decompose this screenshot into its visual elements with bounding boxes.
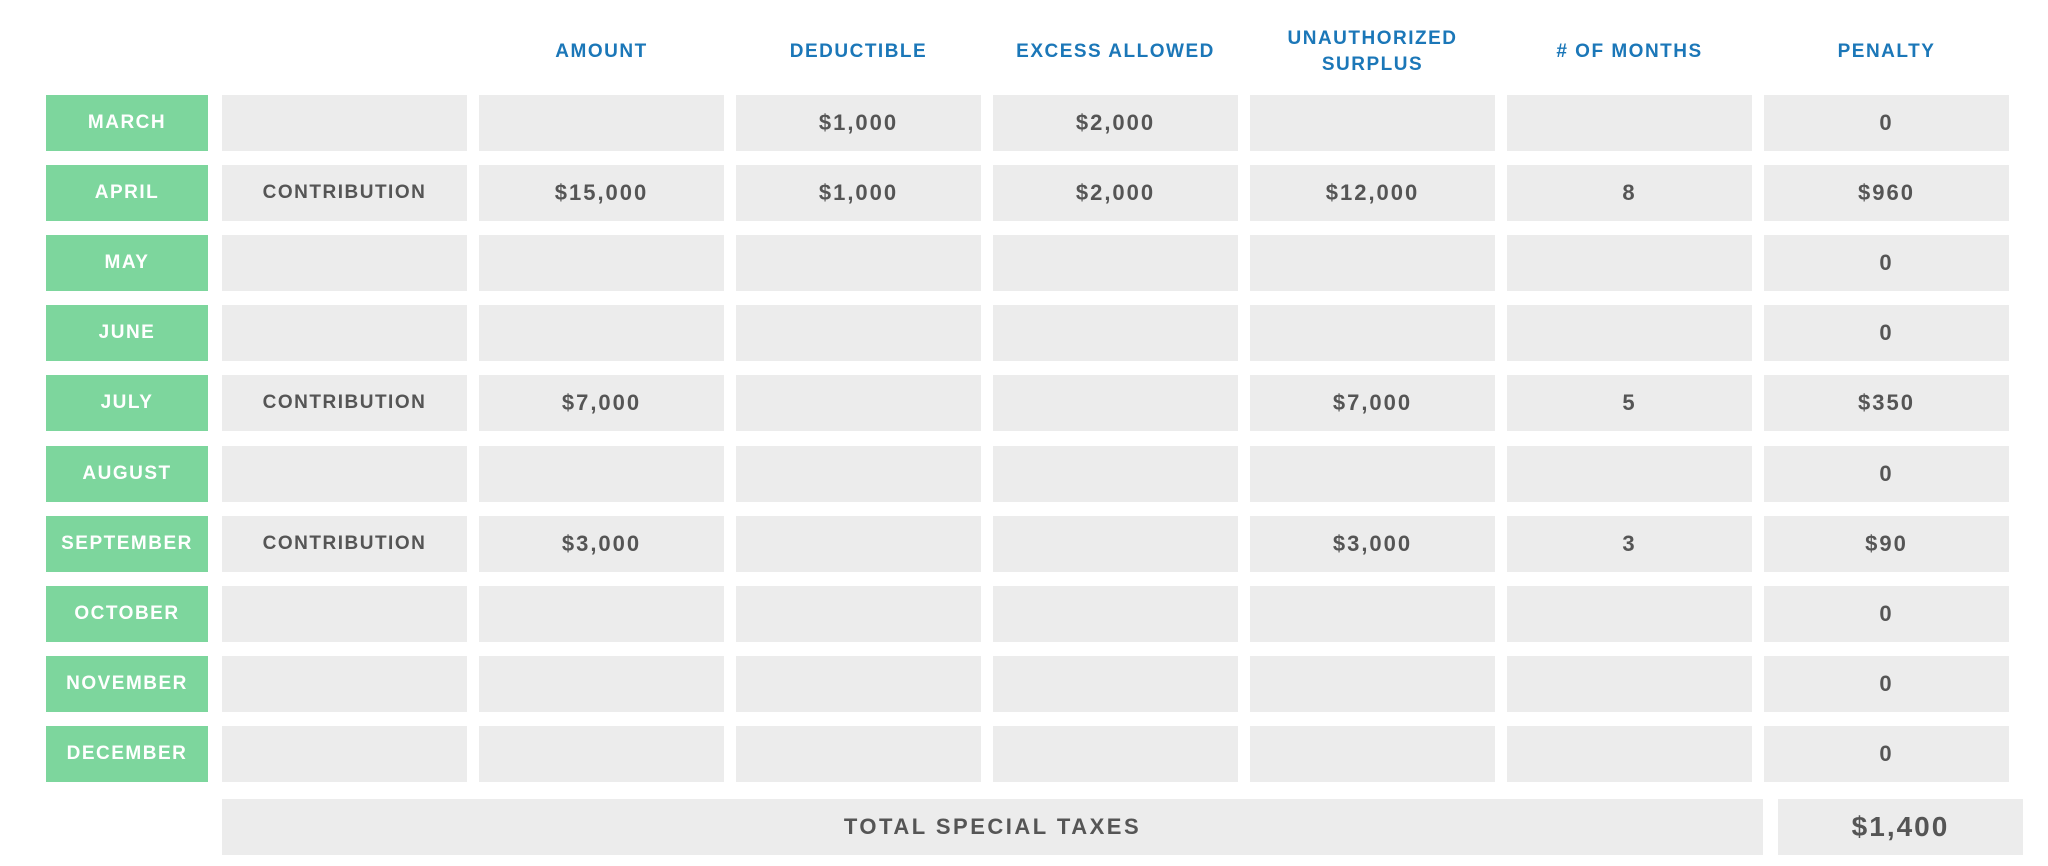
excess-allowed-cell xyxy=(993,726,1238,782)
excess-allowed-cell xyxy=(993,305,1238,361)
amount-cell xyxy=(479,95,724,151)
excess-allowed-cell xyxy=(993,446,1238,502)
type-cell: CONTRIBUTION xyxy=(222,516,467,572)
table-row xyxy=(0,586,2048,642)
total-value: $1,400 xyxy=(1778,799,2023,855)
header-amount: AMOUNT xyxy=(555,41,648,62)
type-cell xyxy=(222,726,467,782)
month-label: DECEMBER xyxy=(46,726,208,782)
surplus-cell xyxy=(1250,586,1495,642)
excess-allowed-cell xyxy=(993,516,1238,572)
penalty-cell: $350 xyxy=(1764,375,2009,431)
month-label: MAY xyxy=(46,235,208,291)
months-cell xyxy=(1507,586,1752,642)
amount-cell: $3,000 xyxy=(479,516,724,572)
months-cell xyxy=(1507,235,1752,291)
penalty-cell: 0 xyxy=(1764,446,2009,502)
excess-allowed-cell: $2,000 xyxy=(993,165,1238,221)
table-row xyxy=(0,165,2048,221)
months-cell: 3 xyxy=(1507,516,1752,572)
penalty-cell: 0 xyxy=(1764,586,2009,642)
type-cell xyxy=(222,235,467,291)
penalty-cell: 0 xyxy=(1764,656,2009,712)
surplus-cell: $3,000 xyxy=(1250,516,1495,572)
type-cell xyxy=(222,95,467,151)
penalty-cell: 0 xyxy=(1764,95,2009,151)
table-row xyxy=(0,726,2048,782)
surplus-cell xyxy=(1250,446,1495,502)
deductible-cell xyxy=(736,516,981,572)
amount-cell xyxy=(479,235,724,291)
header-deductible: DEDUCTIBLE xyxy=(789,41,928,62)
surplus-cell xyxy=(1250,95,1495,151)
month-label: JUNE xyxy=(46,305,208,361)
amount-cell: $7,000 xyxy=(479,375,724,431)
amount-cell xyxy=(479,305,724,361)
table-row xyxy=(0,305,2048,361)
table-row xyxy=(0,235,2048,291)
amount-cell xyxy=(479,446,724,502)
deductible-cell xyxy=(736,305,981,361)
deductible-cell xyxy=(736,375,981,431)
type-cell: CONTRIBUTION xyxy=(222,375,467,431)
months-cell xyxy=(1507,305,1752,361)
table-row xyxy=(0,95,2048,151)
type-cell: CONTRIBUTION xyxy=(222,165,467,221)
month-label: APRIL xyxy=(46,165,208,221)
excess-allowed-cell xyxy=(993,656,1238,712)
penalty-cell: $960 xyxy=(1764,165,2009,221)
table-row xyxy=(0,656,2048,712)
header-months: # OF MONTHS xyxy=(1556,41,1703,62)
table-row xyxy=(0,446,2048,502)
penalty-cell: 0 xyxy=(1764,305,2009,361)
amount-cell xyxy=(479,586,724,642)
surplus-cell: $7,000 xyxy=(1250,375,1495,431)
amount-cell xyxy=(479,656,724,712)
months-cell: 5 xyxy=(1507,375,1752,431)
amount-cell: $15,000 xyxy=(479,165,724,221)
header-unauthorized-surplus: UNAUTHORIZED SURPLUS xyxy=(1287,28,1458,75)
penalty-cell: 0 xyxy=(1764,235,2009,291)
excess-allowed-cell: $2,000 xyxy=(993,95,1238,151)
surplus-cell xyxy=(1250,726,1495,782)
deductible-cell: $1,000 xyxy=(736,95,981,151)
month-label: OCTOBER xyxy=(46,586,208,642)
months-cell xyxy=(1507,726,1752,782)
type-cell xyxy=(222,586,467,642)
month-label: NOVEMBER xyxy=(46,656,208,712)
total-label: TOTAL SPECIAL TAXES xyxy=(222,799,1763,855)
type-cell xyxy=(222,446,467,502)
excess-allowed-cell xyxy=(993,586,1238,642)
total-row xyxy=(0,799,2048,855)
deductible-cell xyxy=(736,656,981,712)
months-cell xyxy=(1507,446,1752,502)
month-label: AUGUST xyxy=(46,446,208,502)
surplus-cell xyxy=(1250,656,1495,712)
surplus-cell xyxy=(1250,235,1495,291)
table-row xyxy=(0,516,2048,572)
penalty-cell: $90 xyxy=(1764,516,2009,572)
surplus-cell: $12,000 xyxy=(1250,165,1495,221)
excess-allowed-cell xyxy=(993,375,1238,431)
header-excess-allowed: EXCESS ALLOWED xyxy=(1016,41,1215,62)
type-cell xyxy=(222,305,467,361)
months-cell: 8 xyxy=(1507,165,1752,221)
deductible-cell xyxy=(736,586,981,642)
deductible-cell xyxy=(736,726,981,782)
deductible-cell xyxy=(736,446,981,502)
deductible-cell xyxy=(736,235,981,291)
months-cell xyxy=(1507,95,1752,151)
month-label: MARCH xyxy=(46,95,208,151)
header-penalty: PENALTY xyxy=(1837,41,1936,62)
penalty-cell: 0 xyxy=(1764,726,2009,782)
month-label: SEPTEMBER xyxy=(46,516,208,572)
table-row xyxy=(0,375,2048,431)
surplus-cell xyxy=(1250,305,1495,361)
month-label: JULY xyxy=(46,375,208,431)
type-cell xyxy=(222,656,467,712)
excess-allowed-cell xyxy=(993,235,1238,291)
months-cell xyxy=(1507,656,1752,712)
deductible-cell: $1,000 xyxy=(736,165,981,221)
amount-cell xyxy=(479,726,724,782)
